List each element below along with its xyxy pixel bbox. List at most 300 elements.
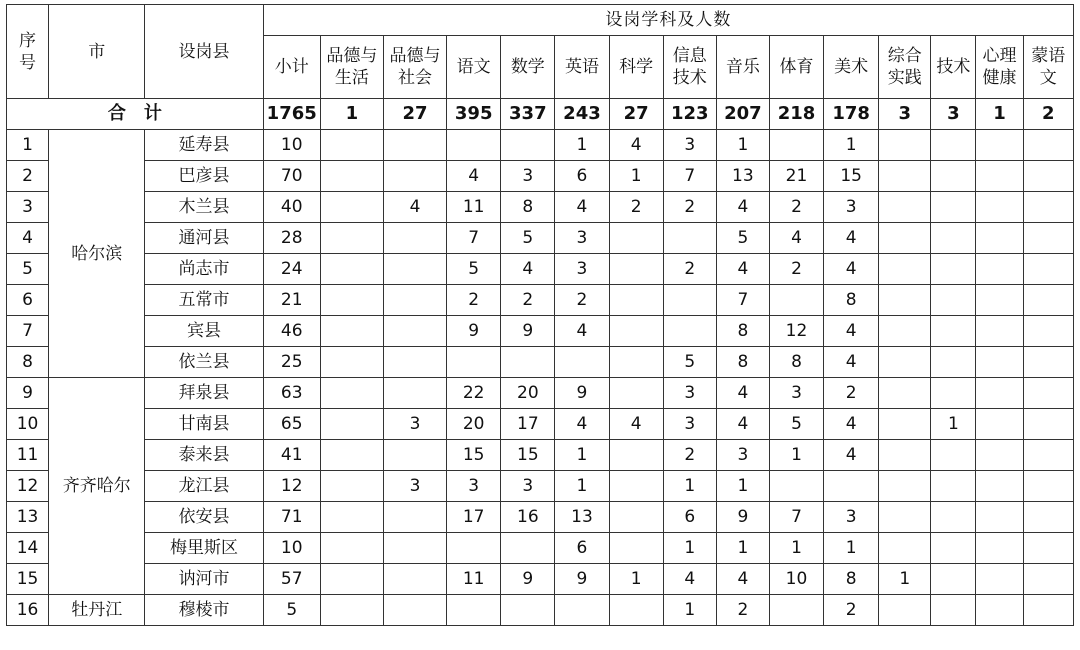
row-value xyxy=(320,440,383,471)
row-value xyxy=(447,533,501,564)
row-value xyxy=(769,130,823,161)
row-value: 22 xyxy=(447,378,501,409)
row-value: 1 xyxy=(931,409,976,440)
row-value: 2 xyxy=(501,285,555,316)
total-value: 1 xyxy=(976,99,1023,130)
header-line: 品德与 xyxy=(389,46,441,66)
row-seq: 14 xyxy=(7,533,49,564)
row-value: 5 xyxy=(663,347,716,378)
total-value: 218 xyxy=(769,99,823,130)
row-value xyxy=(976,564,1023,595)
row-value: 2 xyxy=(769,192,823,223)
row-value xyxy=(320,471,383,502)
header-subject xyxy=(1023,36,1073,99)
row-value xyxy=(320,223,383,254)
row-value xyxy=(447,347,501,378)
row-value xyxy=(931,161,976,192)
row-value xyxy=(383,502,446,533)
row-value xyxy=(976,440,1023,471)
row-value: 2 xyxy=(609,192,663,223)
row-value: 8 xyxy=(824,285,879,316)
row-value: 11 xyxy=(447,192,501,223)
row-value: 1 xyxy=(663,533,716,564)
row-value: 1 xyxy=(716,533,769,564)
row-value xyxy=(320,502,383,533)
row-value: 2 xyxy=(824,595,879,626)
row-value xyxy=(320,533,383,564)
total-value: 3 xyxy=(931,99,976,130)
row-value: 1 xyxy=(663,595,716,626)
city-cell: 齐齐哈尔 xyxy=(49,378,145,595)
row-value: 10 xyxy=(769,564,823,595)
row-value: 4 xyxy=(383,192,446,223)
header-line: 美术 xyxy=(834,57,869,77)
row-value: 3 xyxy=(555,254,609,285)
row-value: 21 xyxy=(769,161,823,192)
row-value xyxy=(383,533,446,564)
header-line: 英语 xyxy=(564,57,599,77)
row-value: 17 xyxy=(501,409,555,440)
row-value xyxy=(976,161,1023,192)
header-line: 小计 xyxy=(274,57,309,77)
row-value: 3 xyxy=(716,440,769,471)
row-value xyxy=(320,254,383,285)
row-value xyxy=(976,502,1023,533)
row-county: 巴彦县 xyxy=(145,161,263,192)
row-value: 1 xyxy=(716,471,769,502)
row-value: 2 xyxy=(716,595,769,626)
row-value: 5 xyxy=(447,254,501,285)
header-county: 设岗县 xyxy=(145,5,263,99)
row-value xyxy=(320,595,383,626)
row-value xyxy=(609,316,663,347)
row-county: 五常市 xyxy=(145,285,263,316)
row-county: 穆棱市 xyxy=(145,595,263,626)
row-value xyxy=(976,347,1023,378)
row-county: 甘南县 xyxy=(145,409,263,440)
total-value: 3 xyxy=(879,99,931,130)
total-value: 395 xyxy=(447,99,501,130)
row-value: 4 xyxy=(824,409,879,440)
row-seq: 8 xyxy=(7,347,49,378)
row-value xyxy=(879,347,931,378)
header-line: 技术 xyxy=(936,57,971,77)
row-value: 2 xyxy=(769,254,823,285)
row-value xyxy=(383,440,446,471)
row-value: 3 xyxy=(447,471,501,502)
row-value: 13 xyxy=(555,502,609,533)
row-value xyxy=(976,285,1023,316)
row-value: 25 xyxy=(263,347,320,378)
row-value: 1 xyxy=(555,130,609,161)
row-value: 4 xyxy=(555,192,609,223)
row-value xyxy=(931,502,976,533)
row-value xyxy=(320,347,383,378)
row-value: 13 xyxy=(716,161,769,192)
row-value: 3 xyxy=(383,471,446,502)
row-value xyxy=(976,254,1023,285)
total-value: 207 xyxy=(716,99,769,130)
row-county: 龙江县 xyxy=(145,471,263,502)
row-county: 木兰县 xyxy=(145,192,263,223)
row-value xyxy=(931,533,976,564)
row-value xyxy=(1023,533,1073,564)
header-subject xyxy=(263,36,320,99)
header-line: 实践 xyxy=(887,68,922,88)
row-value xyxy=(879,130,931,161)
row-value: 4 xyxy=(501,254,555,285)
row-value: 7 xyxy=(769,502,823,533)
row-value xyxy=(609,347,663,378)
row-value: 4 xyxy=(447,161,501,192)
row-value: 1 xyxy=(663,471,716,502)
header-line: 信息 xyxy=(672,46,707,66)
header-subject xyxy=(824,36,879,99)
row-value xyxy=(824,471,879,502)
row-value xyxy=(931,130,976,161)
row-value xyxy=(976,409,1023,440)
row-value xyxy=(931,285,976,316)
row-value xyxy=(320,316,383,347)
row-value xyxy=(879,378,931,409)
row-seq: 11 xyxy=(7,440,49,471)
row-value: 8 xyxy=(501,192,555,223)
row-value: 4 xyxy=(716,378,769,409)
row-value xyxy=(320,192,383,223)
row-value xyxy=(931,595,976,626)
row-value: 9 xyxy=(555,378,609,409)
city-cell: 牡丹江 xyxy=(49,595,145,626)
row-value: 12 xyxy=(769,316,823,347)
row-value xyxy=(879,533,931,564)
header-subject xyxy=(447,36,501,99)
row-county: 拜泉县 xyxy=(145,378,263,409)
row-value: 1 xyxy=(609,564,663,595)
header-line: 语文 xyxy=(456,57,491,77)
row-value: 1 xyxy=(769,440,823,471)
row-value: 1 xyxy=(555,471,609,502)
header-line: 体育 xyxy=(779,57,814,77)
header-subject xyxy=(931,36,976,99)
header-subject xyxy=(663,36,716,99)
row-value: 4 xyxy=(824,316,879,347)
row-value: 17 xyxy=(447,502,501,533)
row-value: 15 xyxy=(501,440,555,471)
header-line: 序 xyxy=(19,30,37,51)
recruitment-table xyxy=(6,4,1074,626)
row-value xyxy=(609,471,663,502)
row-value: 4 xyxy=(716,409,769,440)
row-value: 8 xyxy=(769,347,823,378)
row-value: 4 xyxy=(609,130,663,161)
row-value: 4 xyxy=(716,254,769,285)
table-row xyxy=(7,502,1074,533)
row-value xyxy=(976,595,1023,626)
row-value: 46 xyxy=(263,316,320,347)
row-value: 3 xyxy=(663,409,716,440)
row-county: 尚志市 xyxy=(145,254,263,285)
row-value: 5 xyxy=(263,595,320,626)
row-county: 泰来县 xyxy=(145,440,263,471)
row-value: 9 xyxy=(501,564,555,595)
row-value xyxy=(320,161,383,192)
row-county: 依兰县 xyxy=(145,347,263,378)
row-value xyxy=(879,595,931,626)
row-value: 4 xyxy=(716,192,769,223)
row-value: 7 xyxy=(447,223,501,254)
header-line: 数学 xyxy=(510,57,545,77)
header-line: 综合 xyxy=(887,46,922,66)
row-value: 4 xyxy=(824,223,879,254)
row-value: 8 xyxy=(824,564,879,595)
row-seq: 2 xyxy=(7,161,49,192)
row-value: 3 xyxy=(383,409,446,440)
total-value: 27 xyxy=(609,99,663,130)
row-value xyxy=(383,347,446,378)
row-value: 65 xyxy=(263,409,320,440)
row-county: 宾县 xyxy=(145,316,263,347)
table-row xyxy=(7,533,1074,564)
row-value: 7 xyxy=(716,285,769,316)
row-value xyxy=(1023,223,1073,254)
row-value: 10 xyxy=(263,533,320,564)
row-value: 4 xyxy=(824,347,879,378)
row-value: 4 xyxy=(824,440,879,471)
table-row xyxy=(7,440,1074,471)
row-value: 3 xyxy=(769,378,823,409)
header-subject xyxy=(609,36,663,99)
table-row xyxy=(7,595,1074,626)
row-value xyxy=(879,440,931,471)
row-value: 3 xyxy=(824,192,879,223)
row-value: 9 xyxy=(555,564,609,595)
row-value: 5 xyxy=(501,223,555,254)
total-value: 178 xyxy=(824,99,879,130)
header-line: 科学 xyxy=(619,57,654,77)
row-value xyxy=(609,254,663,285)
row-value: 4 xyxy=(663,564,716,595)
total-label: 合 计 xyxy=(7,99,264,130)
row-value xyxy=(447,595,501,626)
header-subject xyxy=(769,36,823,99)
row-seq: 6 xyxy=(7,285,49,316)
row-value: 6 xyxy=(663,502,716,533)
row-value xyxy=(320,564,383,595)
row-value: 9 xyxy=(447,316,501,347)
row-value: 1 xyxy=(824,130,879,161)
row-value xyxy=(1023,502,1073,533)
row-value xyxy=(383,316,446,347)
row-value xyxy=(609,533,663,564)
row-value: 24 xyxy=(263,254,320,285)
row-value xyxy=(931,192,976,223)
row-value xyxy=(383,130,446,161)
table-row xyxy=(7,378,1074,409)
row-value xyxy=(663,285,716,316)
total-value: 1765 xyxy=(263,99,320,130)
row-value xyxy=(1023,595,1073,626)
row-value: 1 xyxy=(824,533,879,564)
header-line: 号 xyxy=(19,52,37,73)
row-value xyxy=(931,471,976,502)
row-value xyxy=(976,378,1023,409)
row-value xyxy=(1023,130,1073,161)
row-seq: 5 xyxy=(7,254,49,285)
table-row xyxy=(7,161,1074,192)
row-value: 7 xyxy=(663,161,716,192)
header-seq xyxy=(7,5,49,99)
row-value xyxy=(320,378,383,409)
header-subject xyxy=(879,36,931,99)
header-row-1 xyxy=(7,5,1074,36)
row-value: 3 xyxy=(663,130,716,161)
row-value: 15 xyxy=(824,161,879,192)
row-value: 15 xyxy=(447,440,501,471)
row-seq: 7 xyxy=(7,316,49,347)
row-seq: 1 xyxy=(7,130,49,161)
row-value xyxy=(976,471,1023,502)
row-value xyxy=(879,285,931,316)
row-value xyxy=(931,223,976,254)
row-county: 依安县 xyxy=(145,502,263,533)
row-value: 3 xyxy=(555,223,609,254)
row-value xyxy=(663,316,716,347)
row-value xyxy=(931,378,976,409)
row-value xyxy=(609,285,663,316)
row-value xyxy=(320,409,383,440)
row-value xyxy=(1023,161,1073,192)
row-value: 28 xyxy=(263,223,320,254)
table-row xyxy=(7,409,1074,440)
row-value: 3 xyxy=(501,161,555,192)
row-seq: 3 xyxy=(7,192,49,223)
total-row xyxy=(7,99,1074,130)
row-value: 2 xyxy=(555,285,609,316)
row-value xyxy=(1023,192,1073,223)
total-value: 123 xyxy=(663,99,716,130)
row-value xyxy=(320,130,383,161)
row-value: 1 xyxy=(609,161,663,192)
row-value: 3 xyxy=(663,378,716,409)
row-value xyxy=(501,595,555,626)
row-value xyxy=(1023,409,1073,440)
row-county: 通河县 xyxy=(145,223,263,254)
row-value xyxy=(931,564,976,595)
row-value: 2 xyxy=(824,378,879,409)
row-value xyxy=(383,223,446,254)
row-value: 6 xyxy=(555,161,609,192)
header-line: 品德与 xyxy=(326,46,378,66)
total-value: 243 xyxy=(555,99,609,130)
row-value: 3 xyxy=(824,502,879,533)
table-row xyxy=(7,223,1074,254)
header-line: 健康 xyxy=(982,68,1017,88)
row-seq: 12 xyxy=(7,471,49,502)
row-value: 3 xyxy=(501,471,555,502)
row-value: 5 xyxy=(716,223,769,254)
row-value xyxy=(1023,378,1073,409)
row-value xyxy=(879,409,931,440)
row-value xyxy=(931,440,976,471)
header-line: 音乐 xyxy=(725,57,760,77)
row-value xyxy=(383,161,446,192)
row-value: 5 xyxy=(769,409,823,440)
table-row xyxy=(7,316,1074,347)
row-value: 6 xyxy=(555,533,609,564)
row-seq: 9 xyxy=(7,378,49,409)
row-value: 20 xyxy=(501,378,555,409)
row-county: 梅里斯区 xyxy=(145,533,263,564)
row-value xyxy=(1023,316,1073,347)
table-row xyxy=(7,471,1074,502)
row-value xyxy=(879,161,931,192)
header-group-title: 设岗学科及人数 xyxy=(263,5,1073,36)
total-value: 27 xyxy=(383,99,446,130)
row-value xyxy=(879,471,931,502)
row-value: 41 xyxy=(263,440,320,471)
row-value xyxy=(1023,254,1073,285)
row-value: 1 xyxy=(716,130,769,161)
header-line: 文 xyxy=(1039,68,1057,88)
row-value: 40 xyxy=(263,192,320,223)
row-value xyxy=(609,378,663,409)
row-value: 1 xyxy=(769,533,823,564)
row-value: 2 xyxy=(663,254,716,285)
row-value xyxy=(976,130,1023,161)
row-value xyxy=(383,254,446,285)
row-value xyxy=(931,254,976,285)
row-seq: 15 xyxy=(7,564,49,595)
header-line: 蒙语 xyxy=(1031,46,1066,66)
row-value xyxy=(320,285,383,316)
row-seq: 10 xyxy=(7,409,49,440)
row-value: 4 xyxy=(716,564,769,595)
row-value xyxy=(609,223,663,254)
row-value: 70 xyxy=(263,161,320,192)
row-value xyxy=(1023,564,1073,595)
row-value xyxy=(976,533,1023,564)
row-value: 9 xyxy=(716,502,769,533)
row-value: 9 xyxy=(501,316,555,347)
header-line: 心理 xyxy=(982,46,1017,66)
row-seq: 4 xyxy=(7,223,49,254)
row-value xyxy=(879,192,931,223)
row-seq: 16 xyxy=(7,595,49,626)
row-value: 12 xyxy=(263,471,320,502)
row-value xyxy=(976,192,1023,223)
row-value xyxy=(1023,347,1073,378)
row-value xyxy=(879,254,931,285)
row-value xyxy=(555,595,609,626)
row-value xyxy=(769,285,823,316)
row-value: 21 xyxy=(263,285,320,316)
row-value xyxy=(879,502,931,533)
row-value xyxy=(555,347,609,378)
row-value: 1 xyxy=(555,440,609,471)
total-value: 2 xyxy=(1023,99,1073,130)
row-value xyxy=(501,130,555,161)
row-value xyxy=(1023,471,1073,502)
header-subject xyxy=(716,36,769,99)
header-subject xyxy=(320,36,383,99)
row-value xyxy=(1023,285,1073,316)
row-county: 延寿县 xyxy=(145,130,263,161)
row-value: 4 xyxy=(824,254,879,285)
table-row xyxy=(7,130,1074,161)
row-value: 10 xyxy=(263,130,320,161)
row-value: 2 xyxy=(447,285,501,316)
row-county: 讷河市 xyxy=(145,564,263,595)
